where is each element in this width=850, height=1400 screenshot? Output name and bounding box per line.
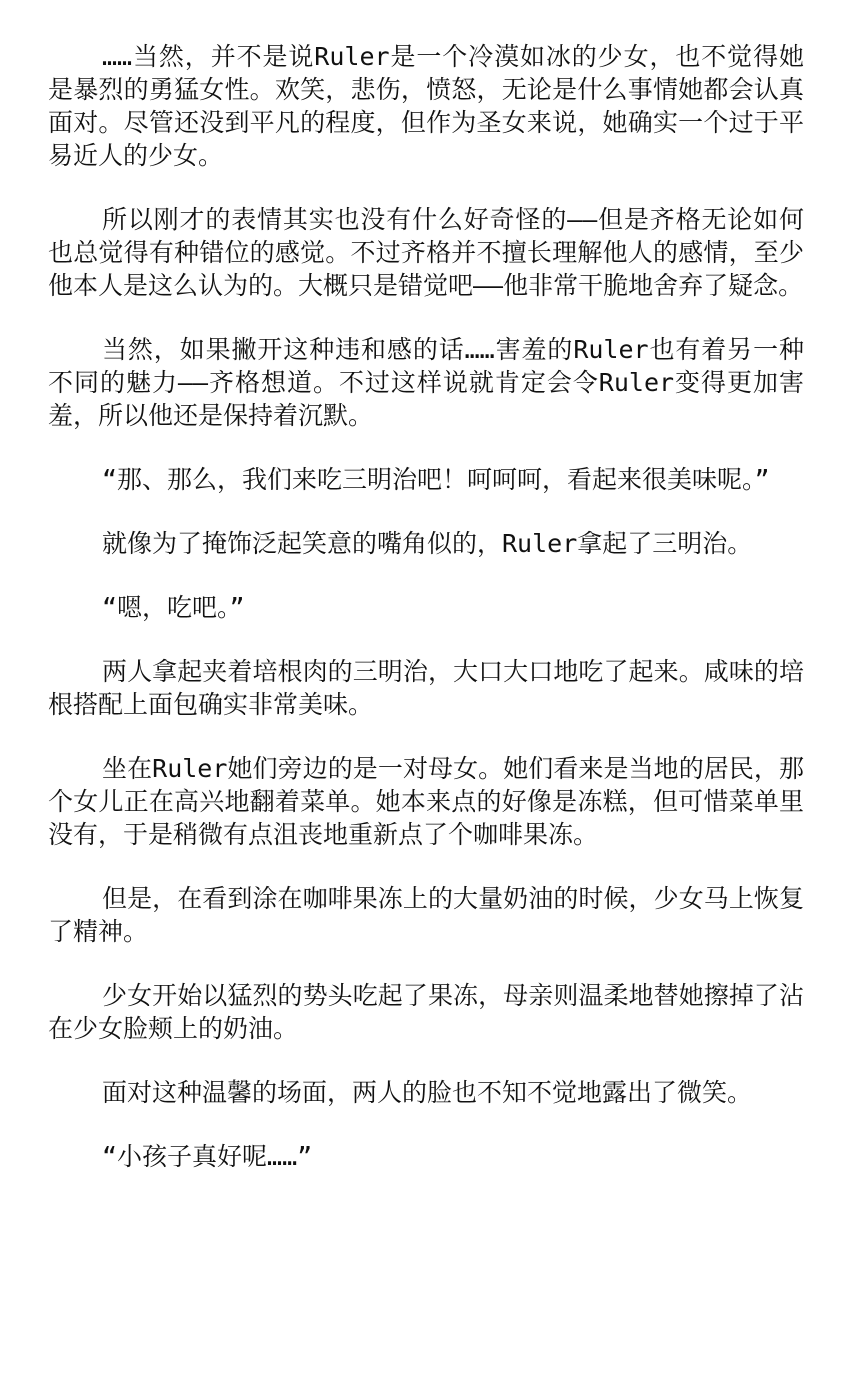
paragraph: 就像为了掩饰泛起笑意的嘴角似的，Ruler拿起了三明治。 bbox=[102, 529, 753, 558]
paragraph: “那、那么，我们来吃三明治吧！呵呵呵，看起来很美味呢。” bbox=[102, 465, 770, 494]
paragraph: 但是，在看到涂在咖啡果冻上的大量奶油的时候，少女马上恢复了精神。 bbox=[48, 884, 804, 946]
paragraph: ……当然，并不是说Ruler是一个冷漠如冰的少女，也不觉得她是暴烈的勇猛女性。欢笑，悲伤，愤怒，无论是什么事情她都会认真面对。尽管还没到平凡的程度，但作为圣女来说，她确实一个过于平易近人的少女。 bbox=[48, 42, 804, 170]
paragraph: “嗯，吃吧。” bbox=[102, 593, 245, 622]
paragraph: “小孩子真好呢……” bbox=[102, 1142, 313, 1171]
paragraph: 面对这种温馨的场面，两人的脸也不知不觉地露出了微笑。 bbox=[102, 1078, 753, 1107]
paragraph: 坐在Ruler她们旁边的是一对母女。她们看来是当地的居民，那个女儿正在高兴地翻着菜单。她本来点的好像是冻糕，但可惜菜单里没有，于是稍微有点沮丧地重新点了个咖啡果冻。 bbox=[48, 754, 804, 849]
paragraph: 少女开始以猛烈的势头吃起了果冻，母亲则温柔地替她擦掉了沾在少女脸颊上的奶油。 bbox=[48, 981, 804, 1043]
document-page bbox=[48, 40, 804, 1173]
paragraph: 两人拿起夹着培根肉的三明治，大口大口地吃了起来。咸味的培根搭配上面包确实非常美味。 bbox=[48, 657, 804, 719]
paragraph: 当然，如果撇开这种违和感的话……害羞的Ruler也有着另一种不同的魅力——齐格想道。不过这样说就肯定会令Ruler变得更加害羞，所以他还是保持着沉默。 bbox=[48, 335, 804, 430]
paragraph: 所以刚才的表情其实也没有什么好奇怪的——但是齐格无论如何也总觉得有种错位的感觉。不过齐格并不擅长理解他人的感情，至少他本人是这么认为的。大概只是错觉吧——他非常干脆地舍弃了疑念。 bbox=[48, 205, 804, 300]
